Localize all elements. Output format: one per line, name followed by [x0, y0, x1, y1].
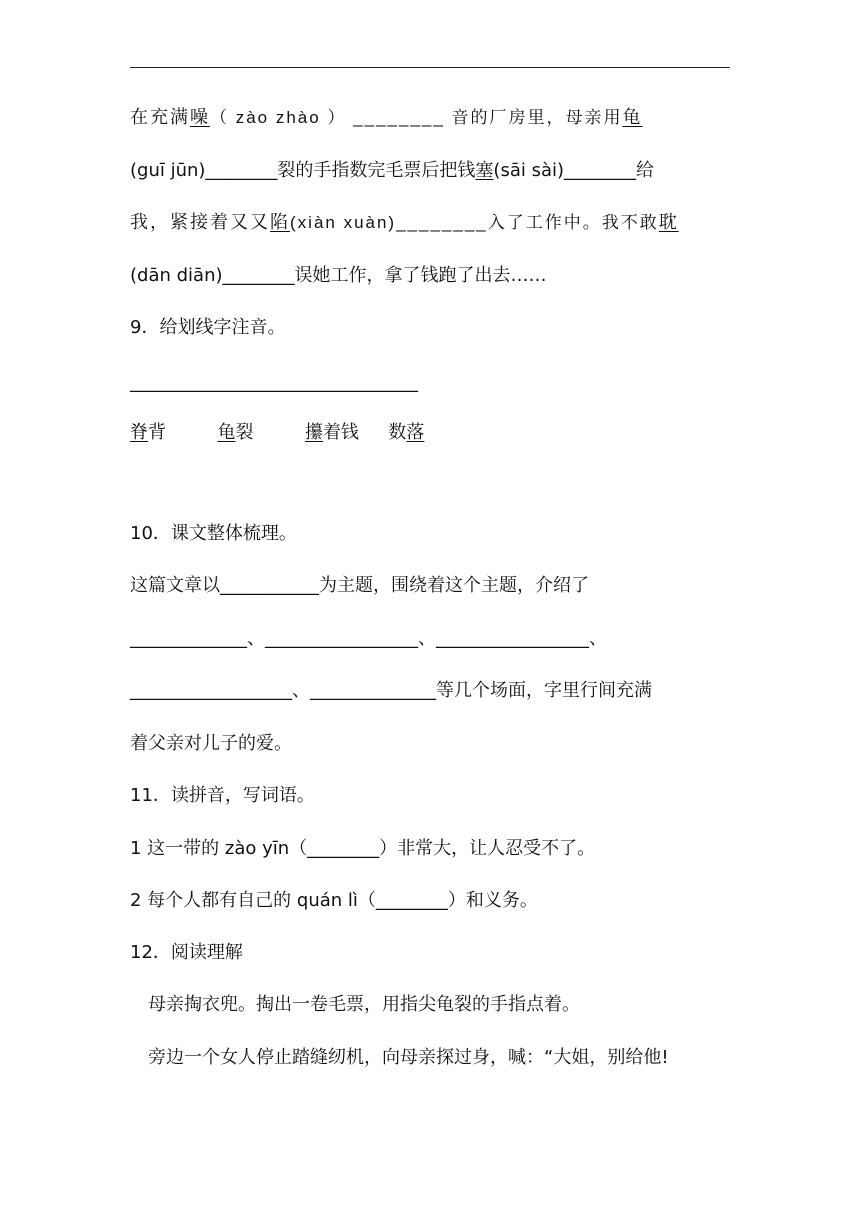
- underlined-char: 耽: [658, 212, 679, 233]
- underlined-char: 塞: [475, 160, 494, 181]
- underlined-char: 陷: [270, 212, 290, 233]
- passage-line-4: (dān diān)________误她工作，拿了钱跑了出去……: [130, 265, 547, 286]
- passage-line-1: 在充满噪（ zào zhào ） ________ 音的厂房里，母亲用龟: [130, 107, 643, 128]
- passage-line-2: (guī jūn)________裂的手指数完毛票后把钱塞(sāi sài)________给: [130, 160, 655, 181]
- q11-title: 11．读拼音，写词语。: [130, 785, 315, 806]
- underlined-char: 龟: [622, 107, 643, 128]
- q10-line-3: __________________、______________等几个场面，字里行间充满: [130, 680, 652, 701]
- q10-line-2: _____________、_________________、_________________、: [130, 628, 607, 649]
- underlined-char: 噪: [190, 107, 210, 128]
- q9-title: 9．给划线字注音。: [130, 317, 286, 338]
- q12-paragraph-2: 旁边一个女人停止踏缝纫机，向母亲探过身，喊：“大姐，别给他!: [148, 1047, 669, 1068]
- q12-paragraph-1: 母亲掏衣兜。掏出一卷毛票，用指尖龟裂的手指点着。: [148, 994, 580, 1015]
- q9-words: 脊背 龟裂 攥着钱 数落: [130, 422, 425, 443]
- q10-title: 10．课文整体梳理。: [130, 523, 297, 544]
- q11-item-2: 2 每个人都有自己的 quán lì（________）和义务。: [130, 890, 538, 911]
- q12-title: 12．阅读理解: [130, 942, 243, 963]
- q11-item-1: 1 这一带的 zào yīn（________）非常大，让人忍受不了。: [130, 838, 596, 859]
- header-rule: [130, 67, 730, 68]
- q10-line-1: 这篇文章以___________为主题，围绕着这个主题，介绍了: [130, 575, 589, 596]
- q10-line-4: 着父亲对儿子的爱。: [130, 733, 292, 754]
- q9-answer-blanks: ________________________________: [130, 372, 418, 393]
- passage-line-3: 我，紧接着又又陷(xiàn xuàn)________入了工作中。我不敢耽: [130, 212, 679, 233]
